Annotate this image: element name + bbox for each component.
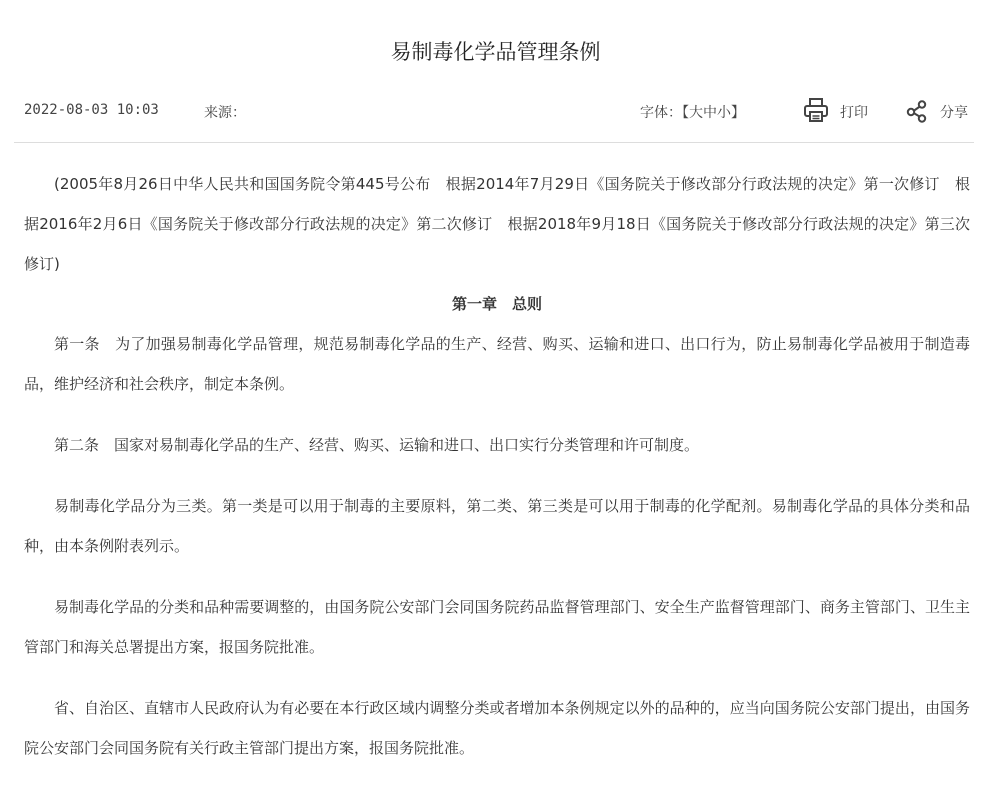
article-2-paragraph: 第二条 国家对易制毒化学品的生产、经营、购买、运输和进口、出口实行分类管理和许可制度。	[54, 436, 700, 454]
article-1-paragraph: 第一条 为了加强易制毒化学品管理，规范易制毒化学品的生产、经营、购买、运输和进口、出口行为，防止易制毒化学品被用于制造毒品，维护经济和社会秩序，制定本条例。	[24, 335, 970, 393]
adjustment-paragraph: 易制毒化学品的分类和品种需要调整的，由国务院公安部门会同国务院药品监督管理部门、安全生产监督管理部门、商务主管部门、卫生主管部门和海关总署提出方案，报国务院批准。	[24, 598, 970, 656]
article-title: 易制毒化学品管理条例	[390, 40, 601, 64]
provincial-paragraph: 省、自治区、直辖市人民政府认为有必要在本行政区域内调整分类或者增加本条例规定以外的品种的，应当向国务院公安部门提出，由国务院公安部门会同国务院有关行政主管部门提出方案，报国务院批准。	[24, 699, 970, 757]
share-label: 分享	[940, 105, 968, 121]
font-size-control[interactable]: 字体：【大中小】	[640, 105, 745, 121]
article-meta-bar	[24, 102, 973, 124]
source-label: 来源：	[204, 105, 246, 121]
article-body	[24, 164, 970, 768]
share-icon	[904, 98, 930, 124]
header-divider	[14, 142, 974, 143]
print-label: 打印	[840, 105, 868, 121]
printer-icon	[802, 96, 830, 124]
publish-date: 2022-08-03 10:03	[24, 102, 159, 118]
category-paragraph: 易制毒化学品分为三类。第一类是可以用于制毒的主要原料，第二类、第三类是可以用于制毒的化学配剂。易制毒化学品的具体分类和品种，由本条例附表列示。	[24, 497, 970, 555]
chapter-title: 第一章 总则	[451, 295, 542, 313]
preamble-paragraph: (2005年8月26日中华人民共和国国务院令第445号公布 根据2014年7月29日《国务院关于修改部分行政法规的决定》第一次修订 根据2016年2月6日《国务院关于修改部分行政法规的决定》第二次修订 根据2018年9月18日《国务院关于修改部分行政法规的决定》第三次修订)	[24, 175, 970, 273]
